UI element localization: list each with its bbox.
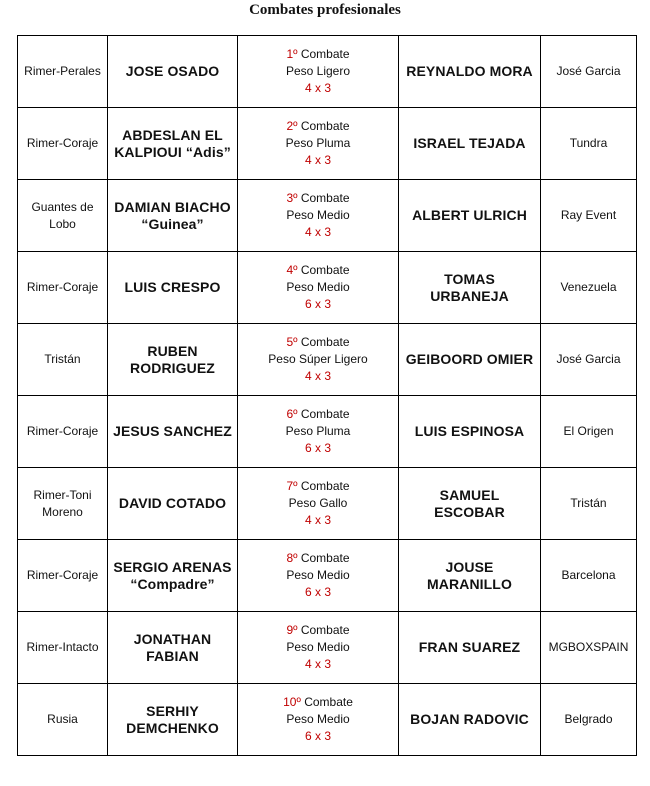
corner-a-boxer: DAVID COTADO	[108, 468, 238, 540]
bout-label: Combate	[300, 335, 350, 349]
fight-card-table	[17, 35, 637, 756]
bout-details	[238, 468, 399, 540]
corner-a-club: Rimer-Toni Moreno	[18, 468, 108, 540]
corner-a-club: Rimer-Coraje	[18, 108, 108, 180]
bout-label: Combate	[300, 47, 350, 61]
corner-a-club: Rimer-Perales	[18, 36, 108, 108]
bout-row	[18, 468, 637, 540]
corner-a-boxer: JOSE OSADO	[108, 36, 238, 108]
rounds: 6 x 3	[304, 585, 331, 599]
weight-class: Peso Medio	[286, 568, 350, 582]
bout-details	[238, 540, 399, 612]
corner-b-club: Venezuela	[541, 252, 637, 324]
corner-a-boxer: ABDESLAN EL KALPIOUI “Adis”	[108, 108, 238, 180]
weight-class: Peso Súper Ligero	[268, 352, 368, 366]
rounds: 4 x 3	[304, 513, 331, 527]
bout-number: 2º	[286, 119, 298, 133]
corner-b-boxer: TOMAS URBANEJA	[399, 252, 541, 324]
corner-a-club: Guantes de Lobo	[18, 180, 108, 252]
bout-number: 7º	[286, 479, 298, 493]
bout-row	[18, 252, 637, 324]
rounds: 4 x 3	[304, 657, 331, 671]
bout-label: Combate	[300, 479, 350, 493]
bout-details	[238, 180, 399, 252]
bout-number: 9º	[286, 623, 298, 637]
rounds: 4 x 3	[304, 225, 331, 239]
bout-row	[18, 684, 637, 756]
bout-details	[238, 36, 399, 108]
corner-b-club: José Garcia	[541, 36, 637, 108]
corner-b-boxer: ALBERT ULRICH	[399, 180, 541, 252]
rounds: 4 x 3	[304, 81, 331, 95]
fight-rows	[18, 36, 637, 756]
bout-details	[238, 612, 399, 684]
bout-details	[238, 684, 399, 756]
bout-details	[238, 324, 399, 396]
corner-b-boxer: GEIBOORD OMIER	[399, 324, 541, 396]
corner-a-boxer: JONATHAN FABIAN	[108, 612, 238, 684]
corner-b-club: José Garcia	[541, 324, 637, 396]
bout-heading	[242, 46, 394, 63]
corner-a-club: Rimer-Coraje	[18, 252, 108, 324]
weight-class: Peso Medio	[286, 712, 350, 726]
corner-a-club: Tristán	[18, 324, 108, 396]
page-title: Combates profesionales	[249, 2, 401, 18]
corner-a-club: Rimer-Coraje	[18, 540, 108, 612]
bout-details	[238, 108, 399, 180]
rounds: 6 x 3	[304, 729, 331, 743]
corner-b-boxer: SAMUEL ESCOBAR	[399, 468, 541, 540]
corner-b-club: Tundra	[541, 108, 637, 180]
bout-number: 3º	[286, 191, 298, 205]
bout-number: 4º	[286, 263, 298, 277]
bout-heading	[242, 262, 394, 279]
bout-label: Combate	[304, 695, 353, 709]
corner-b-boxer: FRAN SUAREZ	[399, 612, 541, 684]
corner-a-boxer: DAMIAN BIACHO “Guinea”	[108, 180, 238, 252]
corner-b-club: Tristán	[541, 468, 637, 540]
corner-a-club: Rimer-Coraje	[18, 396, 108, 468]
corner-a-club: Rusia	[18, 684, 108, 756]
bout-number: 6º	[286, 407, 298, 421]
corner-b-club: El Origen	[541, 396, 637, 468]
corner-b-boxer: LUIS ESPINOSA	[399, 396, 541, 468]
corner-a-boxer: JESUS SANCHEZ	[108, 396, 238, 468]
corner-b-club: Barcelona	[541, 540, 637, 612]
bout-number: 10º	[283, 695, 301, 709]
bout-heading	[242, 118, 394, 135]
bout-label: Combate	[300, 407, 350, 421]
rounds: 6 x 3	[304, 441, 331, 455]
bout-heading	[242, 478, 394, 495]
corner-b-club: Belgrado	[541, 684, 637, 756]
bout-heading	[242, 622, 394, 639]
bout-row	[18, 324, 637, 396]
rounds: 6 x 3	[304, 297, 331, 311]
bout-heading	[242, 406, 394, 423]
weight-class: Peso Pluma	[285, 424, 351, 438]
corner-a-boxer: SERHIY DEMCHENKO	[108, 684, 238, 756]
bout-heading	[242, 190, 394, 207]
bout-number: 8º	[286, 551, 298, 565]
bout-label: Combate	[300, 191, 350, 205]
bout-row	[18, 396, 637, 468]
rounds: 4 x 3	[304, 369, 331, 383]
corner-a-boxer: RUBEN RODRIGUEZ	[108, 324, 238, 396]
bout-row	[18, 612, 637, 684]
bout-label: Combate	[300, 263, 350, 277]
weight-class: Peso Medio	[286, 280, 350, 294]
bout-number: 5º	[286, 335, 298, 349]
bout-details	[238, 252, 399, 324]
corner-a-boxer: SERGIO ARENAS “Compadre”	[108, 540, 238, 612]
weight-class: Peso Pluma	[285, 136, 351, 150]
bout-label: Combate	[300, 119, 350, 133]
corner-b-club: MGBOXSPAIN	[541, 612, 637, 684]
bout-number: 1º	[286, 47, 298, 61]
corner-b-boxer: BOJAN RADOVIC	[399, 684, 541, 756]
corner-b-boxer: JOUSE MARANILLO	[399, 540, 541, 612]
corner-b-club: Ray Event	[541, 180, 637, 252]
weight-class: Peso Ligero	[285, 64, 351, 78]
rounds: 4 x 3	[304, 153, 331, 167]
bout-heading	[242, 694, 394, 711]
corner-a-club: Rimer-Intacto	[18, 612, 108, 684]
bout-row	[18, 108, 637, 180]
corner-a-boxer: LUIS CRESPO	[108, 252, 238, 324]
weight-class: Peso Medio	[286, 640, 350, 654]
bout-label: Combate	[300, 551, 350, 565]
bout-label: Combate	[300, 623, 350, 637]
bout-row	[18, 540, 637, 612]
bout-heading	[242, 550, 394, 567]
bout-details	[238, 396, 399, 468]
weight-class: Peso Medio	[286, 208, 350, 222]
corner-b-boxer: ISRAEL TEJADA	[399, 108, 541, 180]
bout-row	[18, 36, 637, 108]
bout-heading	[242, 334, 394, 351]
corner-b-boxer: REYNALDO MORA	[399, 36, 541, 108]
weight-class: Peso Gallo	[288, 496, 348, 510]
bout-row	[18, 180, 637, 252]
